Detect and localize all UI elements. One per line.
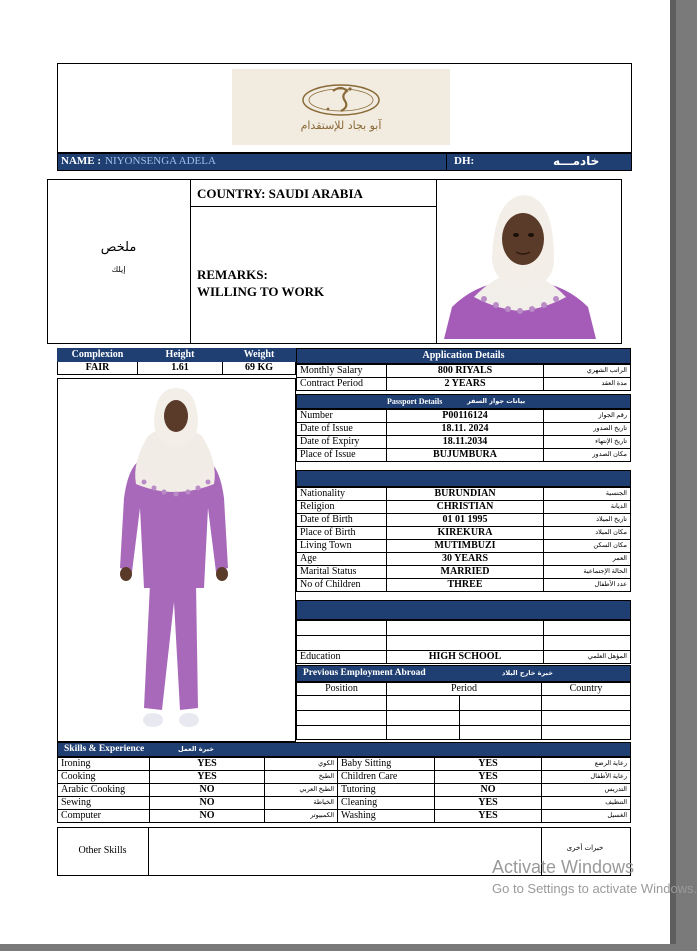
position-arabic: خادمـــه	[553, 154, 600, 168]
country-box	[190, 179, 437, 207]
employment-position-header: Position	[297, 683, 387, 696]
skill-tutoring-label: Tutoring	[338, 784, 435, 797]
skill-sewing-label: Sewing	[58, 797, 150, 810]
skill-childcare-arabic: رعاية الأطفال	[542, 771, 631, 784]
complexion-header: Complexion	[58, 349, 138, 362]
living-town-value: MUTIMBUZI	[387, 540, 544, 553]
name-bar	[57, 153, 632, 171]
education-arabic: المؤهل العلمي	[544, 651, 631, 664]
expiry-date-label: Date of Expiry	[297, 436, 387, 449]
remarks-label: REMARKS:	[197, 267, 268, 282]
position-label: DH:	[454, 155, 475, 167]
country-text: COUNTRY: SAUDI ARABIA	[197, 186, 363, 201]
employment-country-header: Country	[542, 683, 631, 696]
skill-computer-label: Computer	[58, 810, 150, 823]
application-table	[296, 364, 631, 391]
skill-babysitting-label: Baby Sitting	[338, 758, 435, 771]
skill-cooking-arabic: الطبخ	[265, 771, 338, 784]
application-details-header: Application Details	[296, 348, 631, 364]
employment-cell	[387, 696, 460, 711]
issue-place-label: Place of Issue	[297, 449, 387, 462]
skills-header	[57, 742, 631, 757]
nationality-value: BURUNDIAN	[387, 488, 544, 501]
dob-arabic: تاريخ الميلاد	[544, 514, 631, 527]
employment-cell	[387, 711, 460, 726]
passport-details-header	[296, 394, 631, 409]
logo-emblem-icon	[232, 69, 450, 145]
page-shadow	[670, 0, 676, 944]
skill-ironing-value: YES	[150, 758, 265, 771]
religion-label: Religion	[297, 501, 387, 514]
age-label: Age	[297, 553, 387, 566]
skill-arabic-cooking-value: NO	[150, 784, 265, 797]
complexion-value: FAIR	[58, 362, 138, 375]
issue-date-value: 18.11. 2024	[387, 423, 544, 436]
skill-sewing-arabic: الخياطة	[265, 797, 338, 810]
religion-value: CHRISTIAN	[387, 501, 544, 514]
summary-arabic-sub: إيلك	[111, 265, 126, 274]
empty-row-cell	[297, 636, 387, 651]
contract-value: 2 YEARS	[387, 378, 544, 391]
employment-cell	[297, 726, 387, 740]
salary-label: Monthly Salary	[297, 365, 387, 378]
other-skills-label: Other Skills	[78, 845, 127, 856]
skill-washing-value: YES	[435, 810, 542, 823]
passport-title: Passport Details	[387, 397, 443, 406]
skills-title-arabic: خبرة العمل	[178, 745, 214, 753]
skill-washing-label: Washing	[338, 810, 435, 823]
skill-cooking-value: YES	[150, 771, 265, 784]
skill-babysitting-value: YES	[435, 758, 542, 771]
height-value: 1.61	[138, 362, 223, 375]
skill-childcare-label: Children Care	[338, 771, 435, 784]
children-label: No of Children	[297, 579, 387, 592]
skill-babysitting-arabic: رعاية الرضع	[542, 758, 631, 771]
full-body-photo	[110, 388, 240, 733]
passport-number-arabic: رقم الجواز	[544, 410, 631, 423]
employment-cell	[460, 726, 542, 740]
living-town-label: Living Town	[297, 540, 387, 553]
employment-cell	[460, 696, 542, 711]
salary-value: 800 RIYALS	[387, 365, 544, 378]
other-skills-arabic: خبرات أخرى	[566, 844, 604, 852]
skill-ironing-arabic: الكوي	[265, 758, 338, 771]
passport-number-label: Number	[297, 410, 387, 423]
children-arabic: عدد الأطفال	[544, 579, 631, 592]
age-value: 30 YEARS	[387, 553, 544, 566]
pob-arabic: مكان الميلاد	[544, 527, 631, 540]
weight-value: 69 KG	[223, 362, 296, 375]
portrait-photo	[444, 189, 596, 339]
empty-row-cell	[387, 621, 544, 636]
marital-arabic: الحالة الإجتماعية	[544, 566, 631, 579]
expiry-date-value: 18.11.2034	[387, 436, 544, 449]
employment-title: Previous Employment Abroad	[303, 668, 426, 678]
contract-label: Contract Period	[297, 378, 387, 391]
empty-row-cell	[544, 636, 631, 651]
employment-cell	[542, 726, 631, 740]
age-arabic: العمر	[544, 553, 631, 566]
remarks-box	[190, 206, 437, 344]
issue-date-label: Date of Issue	[297, 423, 387, 436]
dob-value: 01 01 1995	[387, 514, 544, 527]
skill-arabic-cooking-arabic: الطبخ العربي	[265, 784, 338, 797]
marital-label: Marital Status	[297, 566, 387, 579]
skill-arabic-cooking-label: Arabic Cooking	[58, 784, 150, 797]
skill-washing-arabic: الغسيل	[542, 810, 631, 823]
issue-place-value: BUJUMBURA	[387, 449, 544, 462]
expiry-date-arabic: تاريخ الإنتهاء	[544, 436, 631, 449]
employment-title-arabic: خبرة خارج البلاد	[502, 669, 553, 677]
employment-cell	[542, 696, 631, 711]
passport-number-value: P00116124	[387, 410, 544, 423]
empty-row-cell	[544, 621, 631, 636]
employment-cell	[542, 711, 631, 726]
passport-title-arabic: بيانات جواز السفر	[467, 397, 526, 405]
height-header: Height	[138, 349, 223, 362]
employment-cell	[387, 726, 460, 740]
section-divider-band-2	[296, 600, 631, 620]
skill-childcare-value: YES	[435, 771, 542, 784]
children-value: THREE	[387, 579, 544, 592]
candidate-name: NIYONSENGA ADELA	[105, 155, 216, 167]
salary-arabic: الراتب الشهري	[544, 365, 631, 378]
logo-arabic-text: آبو بجاد للإستقدام	[300, 119, 382, 132]
remarks-value: WILLING TO WORK	[197, 284, 325, 299]
nationality-arabic: الجنسية	[544, 488, 631, 501]
personal-table	[296, 487, 631, 592]
skills-table	[57, 757, 631, 823]
skill-computer-value: NO	[150, 810, 265, 823]
skill-cooking-label: Cooking	[58, 771, 150, 784]
skill-sewing-value: NO	[150, 797, 265, 810]
pob-label: Place of Birth	[297, 527, 387, 540]
skills-title: Skills & Experience	[64, 744, 145, 754]
employment-cell	[460, 711, 542, 726]
empty-row-cell	[387, 636, 544, 651]
skill-cleaning-arabic: التنظيف	[542, 797, 631, 810]
contract-arabic: مدة العقد	[544, 378, 631, 391]
issue-date-arabic: تاريخ الصدور	[544, 423, 631, 436]
activate-windows-title: Activate Windows	[492, 857, 635, 877]
employment-cell	[297, 711, 387, 726]
skill-tutoring-arabic: التدريس	[542, 784, 631, 797]
skill-cleaning-value: YES	[435, 797, 542, 810]
education-label: Education	[297, 651, 387, 664]
name-bar-divider	[446, 154, 447, 170]
employment-table	[296, 682, 631, 740]
employment-header	[296, 665, 631, 682]
employment-cell	[297, 696, 387, 711]
skill-tutoring-value: NO	[435, 784, 542, 797]
marital-value: MARRIED	[387, 566, 544, 579]
skill-computer-arabic: الكمبيوتر	[265, 810, 338, 823]
pob-value: KIREKURA	[387, 527, 544, 540]
section-divider-band	[296, 470, 631, 487]
religion-arabic: الديانة	[544, 501, 631, 514]
passport-table	[296, 409, 631, 462]
education-table	[296, 620, 631, 664]
skill-ironing-label: Ironing	[58, 758, 150, 771]
summary-arabic-title: ملخص	[100, 240, 137, 255]
living-town-arabic: مكان السكن	[544, 540, 631, 553]
name-label: NAME :	[61, 155, 102, 167]
empty-row-cell	[297, 621, 387, 636]
employment-period-header: Period	[387, 683, 542, 696]
weight-header: Weight	[223, 349, 296, 362]
skill-cleaning-label: Cleaning	[338, 797, 435, 810]
nationality-label: Nationality	[297, 488, 387, 501]
other-skills-divider	[148, 827, 149, 876]
dob-label: Date of Birth	[297, 514, 387, 527]
activate-windows-subtitle: Go to Settings to activate Windows.	[492, 881, 697, 896]
education-value: HIGH SCHOOL	[387, 651, 544, 664]
issue-place-arabic: مكان الصدور	[544, 449, 631, 462]
company-logo	[232, 69, 450, 145]
physical-table	[57, 348, 296, 375]
